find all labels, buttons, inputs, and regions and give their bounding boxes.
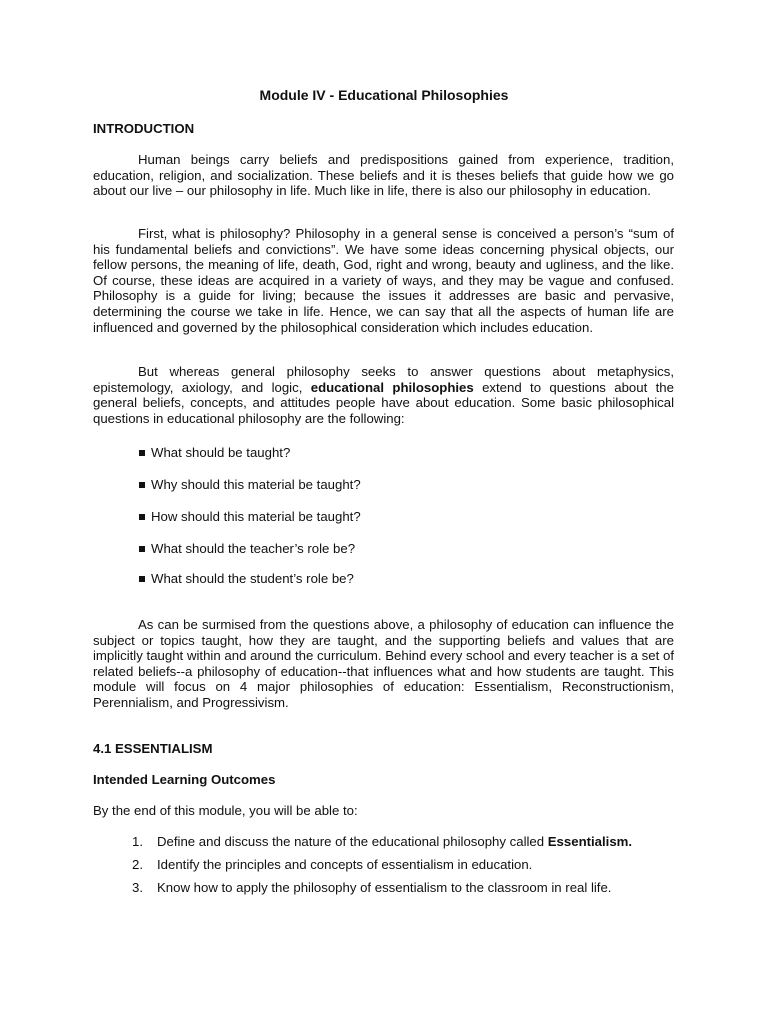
outcomes-heading: Intended Learning Outcomes <box>93 772 276 787</box>
paragraph-1 <box>93 152 674 199</box>
square-bullet-icon <box>139 514 145 520</box>
outcomes-intro: By the end of this module, you will be able to: <box>93 803 358 818</box>
outcome-bold-term: Essentialism. <box>547 834 633 849</box>
question-text: What should the student’s role be? <box>151 571 354 586</box>
square-bullet-icon <box>139 576 145 582</box>
question-item <box>139 445 290 461</box>
question-item <box>139 541 355 557</box>
question-item <box>139 571 354 587</box>
outcome-text: Define and discuss the nature of the educational philosophy called <box>157 834 545 849</box>
paragraph-3-bold-term: educational philosophies <box>310 379 474 395</box>
paragraph-1-text: Human beings carry beliefs and predispositions gained from experience, tradition, education, religion, and socialization. These beliefs and it is theses beliefs that guide how we go about our live – our philosophy in life. Much like in life, there is also our philosophy in education. <box>93 152 674 199</box>
paragraph-3-text-after: extend to questions about the general beliefs, concepts, and attitudes people have about education. Some basic philosophical questions in educational philosophy are the following: <box>93 379 674 426</box>
section-heading: 4.1 ESSENTIALISM <box>93 741 213 756</box>
square-bullet-icon <box>139 482 145 488</box>
square-bullet-icon <box>139 546 145 552</box>
square-bullet-icon <box>139 450 145 456</box>
question-item <box>139 477 361 493</box>
outcome-number: 3. <box>132 880 143 895</box>
question-text: Why should this material be taught? <box>151 477 361 492</box>
introduction-heading: INTRODUCTION <box>93 121 195 136</box>
paragraph-3-text-before: But whereas general philosophy seeks to answer questions about metaphysics, epistemology, axiology, and logic, <box>93 364 674 395</box>
page-title: Module IV - Educational Philosophies <box>259 87 509 103</box>
outcome-item <box>132 834 632 850</box>
question-text: What should be taught? <box>151 445 291 460</box>
outcome-text: Identify the principles and concepts of essentialism in education. <box>157 857 533 872</box>
question-text: How should this material be taught? <box>151 509 361 524</box>
outcome-item <box>132 880 611 896</box>
outcome-number: 2. <box>132 857 143 872</box>
question-item <box>139 509 361 525</box>
question-text: What should the teacher’s role be? <box>151 541 356 556</box>
paragraph-2 <box>93 226 674 335</box>
outcome-text: Know how to apply the philosophy of essentialism to the classroom in real life. <box>157 880 612 895</box>
paragraph-2-text: First, what is philosophy? Philosophy in a general sense is conceived a person’s “sum of his fundamental beliefs and convictions”. We have some ideas concerning physical objects, our fellow persons, the meaning of life, death, God, right and wrong, beauty and ugliness, and the like. Of course, these ideas are acquired in a variety of ways, and they may be vague and confused. Philosophy is a guide for living; because the issues it addresses are basic and pervasive, determining the course we take in life. Hence, we can say that all the aspects of human life are influenced and governed by the philosophical consideration which includes education. <box>93 226 674 335</box>
paragraph-3 <box>93 364 674 426</box>
paragraph-4-text: As can be surmised from the questions above, a philosophy of education can influence the subject or topics taught, how they are taught, and the supporting beliefs and values that are implicitly taught within and around the curriculum. Behind every school and every teacher is a set of related beliefs--a philosophy of education--that influences what and how students are taught. This module will focus on 4 major philosophies of education: Essentialism, Reconstructionism, Perennialism, and Progressivism. <box>93 617 674 710</box>
outcome-item <box>132 857 532 873</box>
outcome-number: 1. <box>132 834 143 849</box>
paragraph-4 <box>93 617 674 711</box>
